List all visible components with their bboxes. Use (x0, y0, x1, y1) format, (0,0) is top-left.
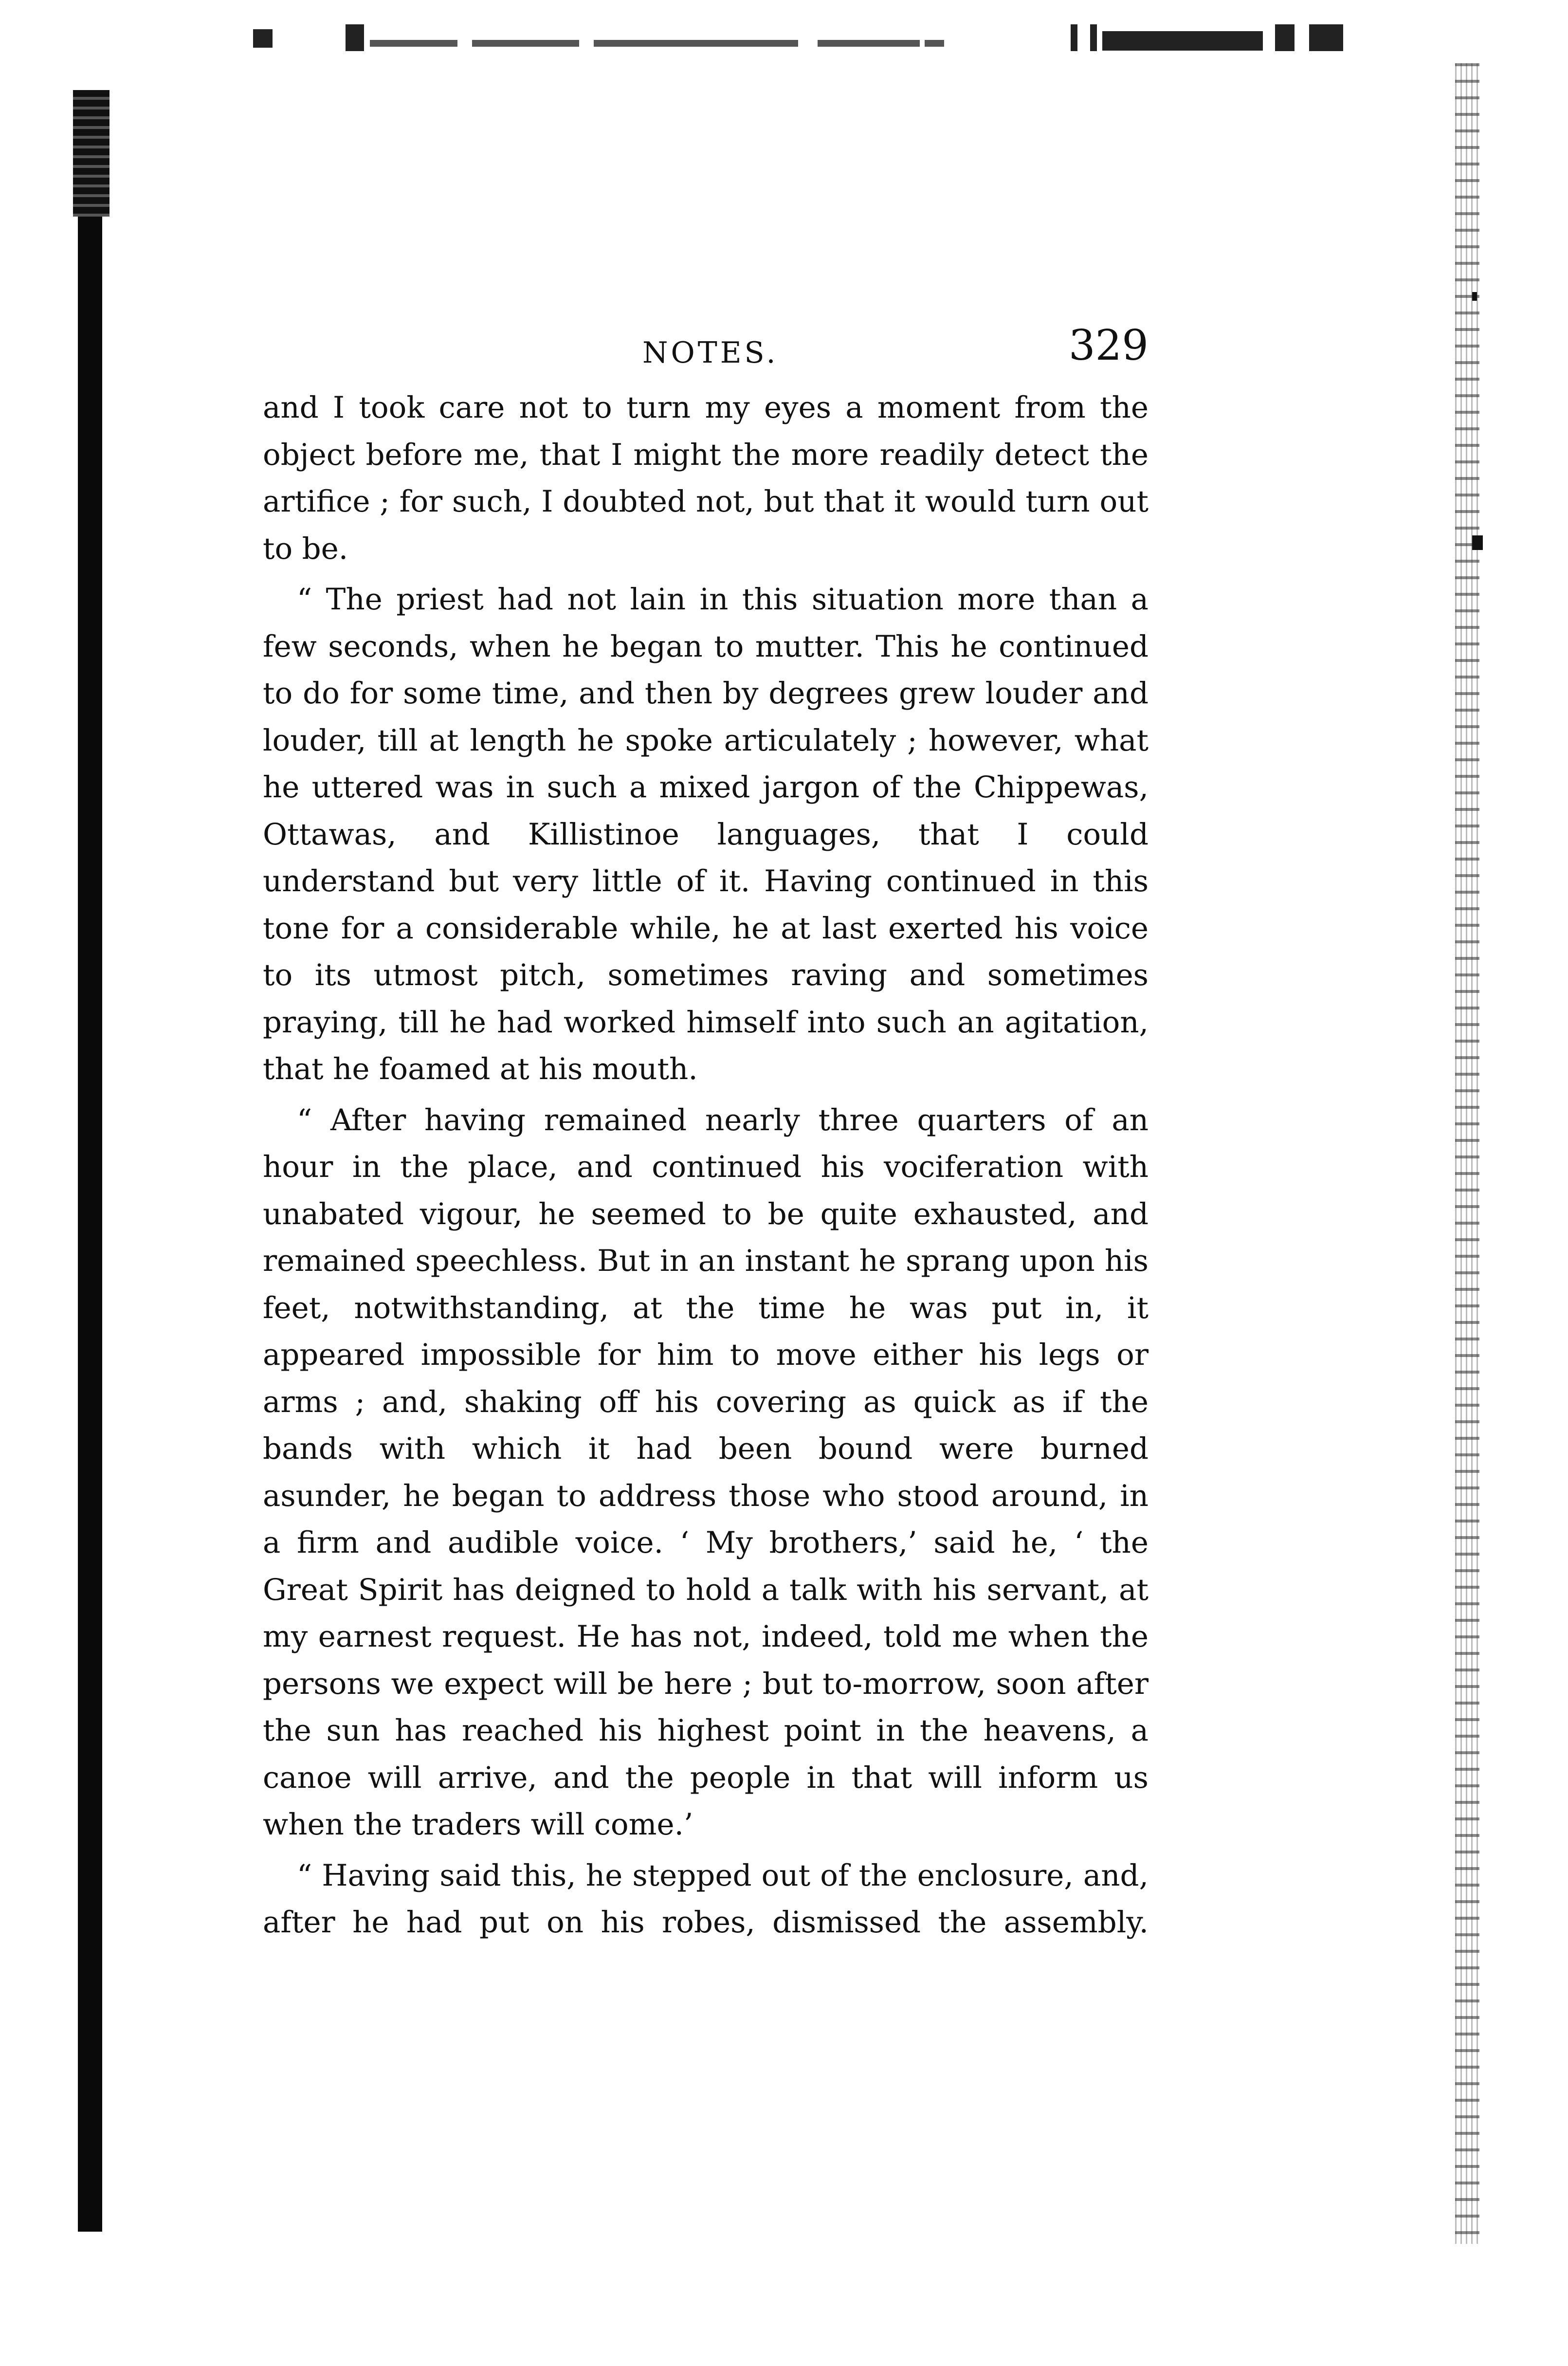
paragraph: “ Having said this, he stepped out of the enclosure, and, after he had put on his robes, dismissed the assembly. (263, 1858, 1149, 1940)
scan-mark (1472, 535, 1483, 550)
page-header (263, 321, 1149, 375)
scan-edge-noise-top (253, 10, 1382, 63)
paragraph: “ The priest had not lain in this situation more than a few seconds, when he began to mutter. This he continued to do for some time, and then by degrees grew louder and louder, till at length he spoke articulately ; however, what he uttered was in such a mixed jargon of the Chippewas, Ottawas, and Killistinoe languages, that I could understand but very little of it. Having continued in this tone for a considerable while, he at last exerted his voice to its utmost pitch, sometimes raving and sometimes praying, till he had worked himself into such an agitation, that he foamed at his mouth. (263, 582, 1149, 1086)
scan-edge-noise-right (1455, 63, 1479, 2244)
paragraph: and I took care not to turn my eyes a moment from the object before me, that I might the more readily detect the artifice ; for such, I doubted not, but that it would turn out to be. (263, 390, 1149, 566)
scan-mark (1472, 292, 1477, 301)
body-text (263, 385, 1149, 1950)
running-head: NOTES. (642, 336, 779, 370)
page-number: 329 (1068, 321, 1149, 370)
scan-edge-shadow-left (78, 90, 102, 2232)
paragraph: “ After having remained nearly three quarters of an hour in the place, and continued his vociferation with unabated vigour, he seemed to be quite exhausted, and remained speechless. But in an instant he sprang upon his feet, notwithstanding, at the time he was put in, it appeared impossible for him to move either his legs or arms ; and, shaking off his covering as quick as if the bands with which it had been bound were burned asunder, he began to address those who stood around, in a firm and audible voice. ‘ My brothers,’ said he, ‘ the Great Spirit has deigned to hold a talk with his servant, at my earnest request. He has not, indeed, told me when the persons we expect will be here ; but to-morrow, soon after the sun has reached his highest point in the heavens, a canoe will arrive, and the people in that will inform us when the traders will come.’ (263, 1102, 1149, 1842)
scan-edge-noise-left (73, 90, 109, 217)
